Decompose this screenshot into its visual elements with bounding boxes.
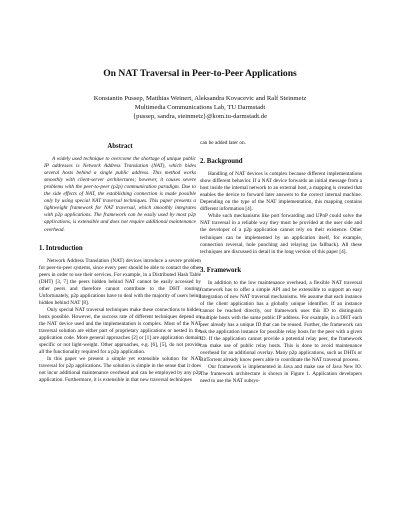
abstract-text: A widely used technique to overcome the shortage of unique public IP addresses is Network Address Translation (NAT), which hides several hosts behind a single public address. This method works smoothly with client-server architectures; however, it causes severe problems with the peer-to-peer (p2p) communication paradigm. Due to the side effects of NAT, the establishing connection is made possible only by using special NAT traversal techniques. This paper presents a lightweight framework for NAT traversal, which smoothly integrates with p2p applications. The framework can be easily used by most p2p applications, is extensible and does not require additional maintenance overhead. (44, 156, 196, 233)
introduction-heading: 1. Introduction (39, 244, 83, 252)
affiliation: Multimedia Communications Lab, TU Darmstadt (134, 104, 266, 112)
author-block (0, 94, 400, 122)
right-column (200, 140, 362, 385)
introduction-paragraph: Only special NAT traversal techniques make these connections to hidden hosts possible. However, the success rate of different techniques depend on the NAT device used and the implementation is complex. Most of the NAT traversal solution are either part of proprietary applications or nested in the application code. More general approaches [2] or [1] are application domain specific or not light-weight. Other approaches, e.g. [6], [5], do not provide all the functionality required for a p2p application. (39, 306, 201, 356)
framework-paragraph: Our framework is implemented in Java and make use of Java New IO. The framework architecture is shown in Figure 1. Application developers need to use the NAT subsys- (200, 364, 362, 385)
introduction-paragraph: Network Address Translation (NAT) devices introduce a severe problem for peer-to-peer systems, since every peer should be able to contact the other peers in order to use their services. For example, in a Distributed Hash Table (DHT) [3, 7] the peers hidden behind NAT cannot be easily accessed by other peers and therefore cannot contribute to the DHT routing. Unfortunately, p2p applications have to deal with the majority of users being hidden behind NAT [8]. (39, 257, 201, 306)
framework-paragraph: In addition to the low maintenance overhead, a flexible NAT traversal framework has to offer a simple API and be extensible to support an easy integration of new NAT traversal mechanisms. We assume that each instance of the client application has a globally unique identifier. If an instance cannot be reached directly, our framework uses this ID to distinguish multiple hosts with the same public IP address. For example, in a DHT each peer already has a unique ID that can be reused. Further, the framework can ask the application instance for possible relay hosts for the peer with a given ID. If the application cannot provide a potential relay peer, the framework can make use of public relay hosts. This is done to avoid maintenance overhead for an additional overlay. Many p2p applications, such as DHTs or BitTorrent already know peers able to coordinate the NAT traversal process. (200, 279, 362, 364)
left-column (39, 140, 201, 384)
abstract-heading: Abstract (107, 143, 133, 150)
email-addresses: {pussep, sandra, steinmetz}@kom.tu-darmstadt.de (133, 113, 267, 121)
background-paragraph: Handling of NAT devices is complex because different implementations show different behavior. If a NAT device forwards an initial message from a host inside the internal network to an external host, a mapping is created that enables the device to forward later answers to the correct internal machine. Depending on the type of the NAT implementation, this mapping contains different information [4]. (200, 171, 362, 213)
background-paragraph: While such mechanisms like port forwarding and UPnP could solve the NAT traversal in a reliable way they must be provided at the user side and the developer of a p2p application cannot rely on their existence. Other techniques can be implemented by an application itself, for example, connection reversal, hole punching and relaying (as fallback). All these techniques are discussed in detail in the long version of this paper [4]. (200, 213, 362, 255)
background-heading: 2. Background (200, 158, 243, 166)
author-names: Konstantin Pussep, Matthias Weinert, Aleksandra Kovacevic and Ralf Steinmetz (93, 95, 307, 102)
paper-title: On NAT Traversal in Peer-to-Peer Applications (103, 68, 297, 79)
framework-heading: 3. Framework (200, 266, 242, 274)
introduction-paragraph: In this paper we present a simple yet extensible solution for NAT traversal for p2p applications. The solution is simple in the sense that it does not incur additional maintenance overhead and can be employed by any p2p application. Furthermore, it is extensible in that new traversal techniques (39, 356, 201, 384)
continued-text: can be added later on. (200, 140, 246, 146)
